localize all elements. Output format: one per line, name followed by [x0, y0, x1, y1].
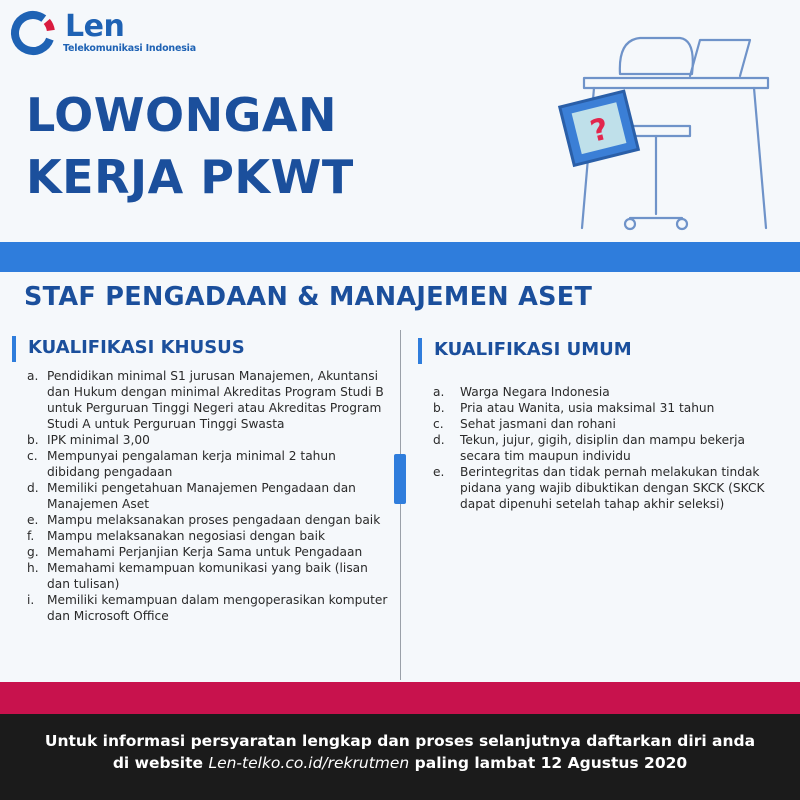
laptop-icon	[690, 40, 750, 76]
list-item: h. Memahami kemampuan komunikasi yang baik (lisan dan tulisan)	[27, 561, 368, 591]
special-qualifications-heading: KUALIFIKASI KHUSUS	[28, 337, 245, 358]
section-marker-general	[418, 338, 422, 364]
footer-note	[0, 714, 800, 800]
page-title	[26, 84, 354, 208]
list-item: e. Mampu melaksanakan proses pengadaan dengan baik	[27, 513, 381, 527]
list-item: c. Sehat jasmani dan rohani	[433, 417, 616, 431]
question-mark-icon: ?	[586, 111, 613, 150]
list-item: e. Berintegritas dan tidak pernah melakukan tindak pidana yang wajib dibuktikan dengan SKCK (SKCK dapat dipenuhi setelah tahap akhir seleksi)	[433, 465, 765, 511]
list-item: d. Tekun, jujur, gigih, disiplin dan mampu bekerja secara tim maupun individu	[433, 433, 745, 463]
list-item: c. Mempunyai pengalaman kerja minimal 2 tahun dibidang pengadaan	[27, 449, 336, 479]
website-link[interactable]: Len-telko.co.id/rekrutmen	[208, 754, 410, 772]
logo-wordmark: Len	[65, 9, 125, 44]
list-item: d. Memiliki pengetahuan Manajemen Pengadaan dan Manajemen Aset	[27, 481, 356, 511]
column-divider-accent	[394, 454, 406, 504]
footer-deadline: paling lambat 12 Agustus 2020	[414, 754, 688, 772]
footer-prefix: di website	[112, 754, 204, 772]
chair-back-icon	[620, 38, 693, 74]
list-item: f. Mampu melaksanakan negosiasi dengan baik	[27, 529, 326, 543]
blue-divider-band	[0, 242, 800, 272]
special-qualifications-list	[27, 368, 389, 624]
footer-line-2	[0, 752, 800, 774]
list-item: g. Memahami Perjanjian Kerja Sama untuk Pengadaan	[27, 545, 363, 559]
position-title: STAF PENGADAAN & MANAJEMEN ASET	[24, 282, 593, 312]
magenta-band	[0, 682, 800, 714]
title-line-1: LOWONGAN	[26, 88, 337, 142]
company-logo	[9, 9, 219, 57]
list-item: b. Pria atau Wanita, usia maksimal 31 tahun	[433, 401, 715, 415]
question-frame-icon	[560, 91, 639, 165]
general-qualifications-heading: KUALIFIKASI UMUM	[434, 339, 632, 360]
desk-top-icon	[584, 78, 768, 88]
footer-line-1: Untuk informasi persyaratan lengkap dan proses selanjutnya daftarkan diri anda	[44, 732, 756, 750]
list-item: a. Pendidikan minimal S1 jurusan Manajemen, Akuntansi dan Hukum dengan minimal Akreditas Program Studi B untuk Perguruan Tinggi Negeri atau Akreditas Program Studi A untuk Perguruan Tinggi Swasta	[27, 369, 384, 431]
logo-subtitle: Telekomunikasi Indonesia	[63, 43, 196, 54]
list-item: b. IPK minimal 3,00	[27, 433, 150, 447]
general-qualifications-list	[433, 384, 773, 512]
len-logo-mark-icon	[9, 9, 61, 57]
title-line-2: KERJA PKWT	[26, 150, 354, 204]
section-marker-special	[12, 336, 16, 362]
desk-illustration	[540, 28, 780, 238]
column-divider	[400, 330, 401, 680]
list-item: i. Memiliki kemampuan dalam mengoperasikan komputer dan Microsoft Office	[27, 593, 388, 623]
list-item: a. Warga Negara Indonesia	[433, 385, 610, 399]
